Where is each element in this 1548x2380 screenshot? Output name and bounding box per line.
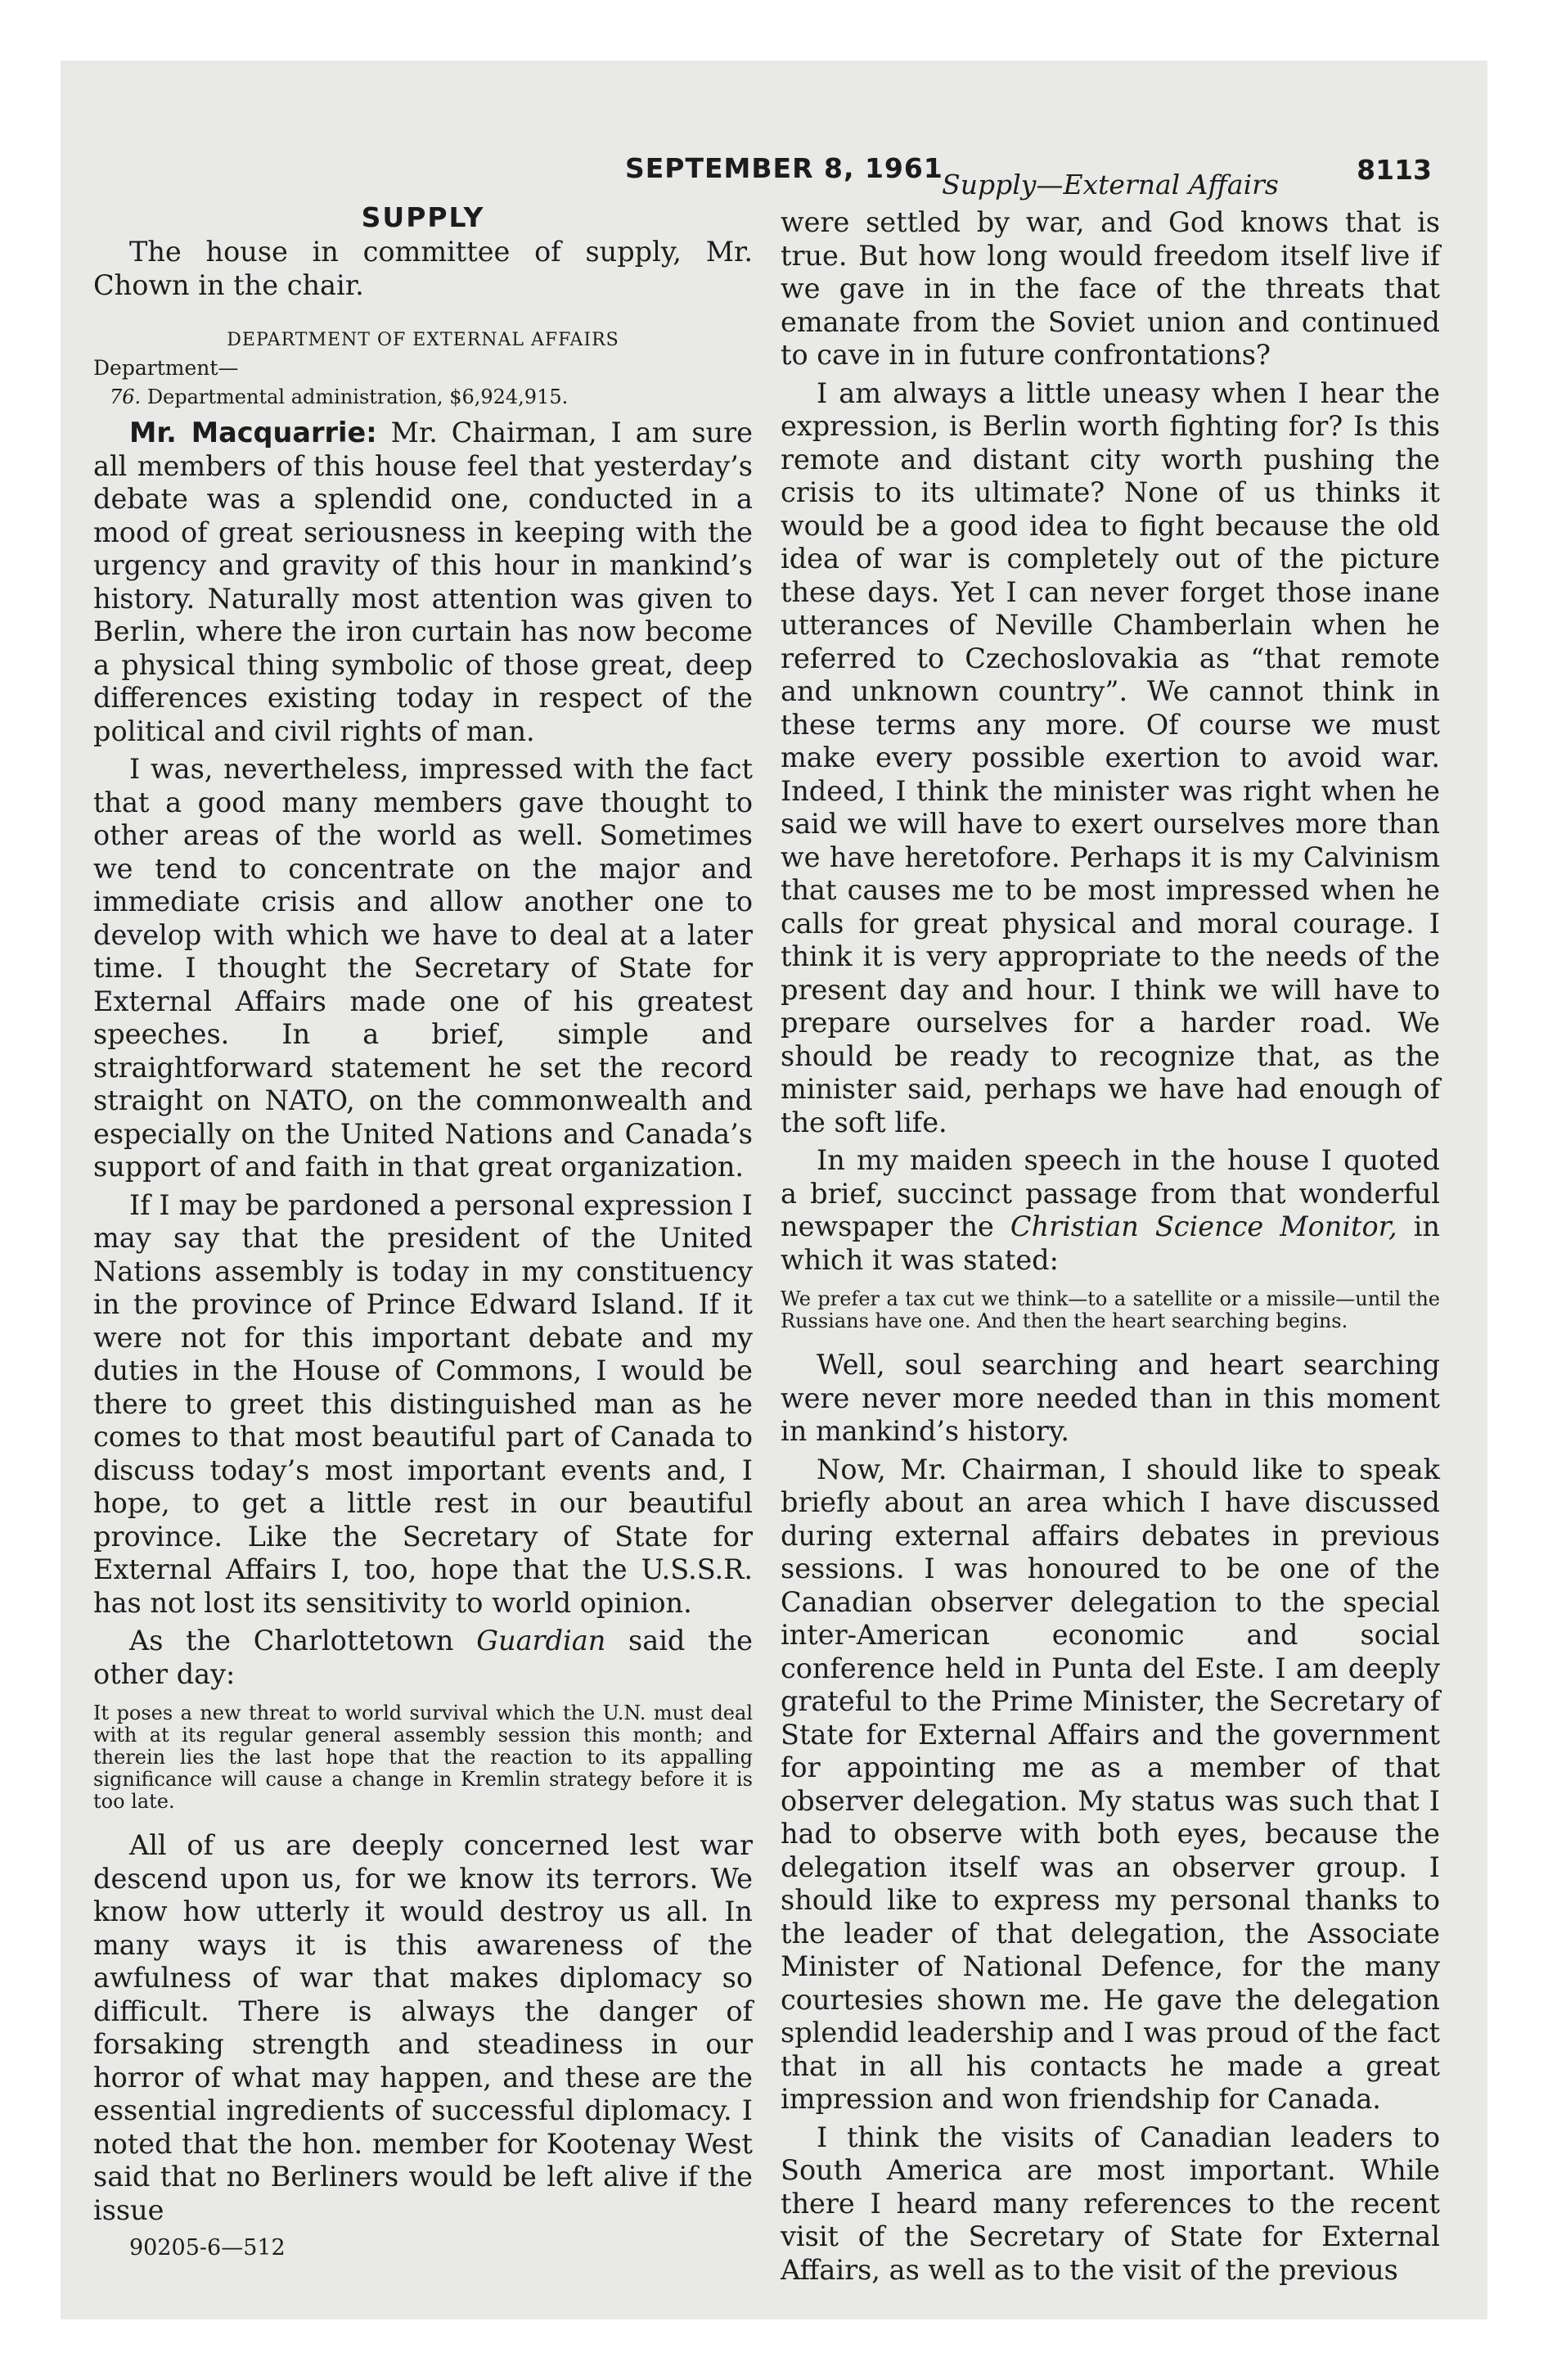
vote-item-number: 76.: [110, 385, 142, 408]
block-quote: We prefer a tax cut we think—to a satellite or a missile—until the Russians have one. And then the heart searching begins.: [781, 1287, 1440, 1332]
speech-paragraph: Mr. Macquarrie: Mr. Chairman, I am sure all members of this house feel that yesterday’s debate was a splendid one, conducted in a mood of great seriousness in keeping with the urgency and gravity of this hour in mankind’s history. Naturally most attention was given to Berlin, where the iron curtain has now become a physical thing symbolic of those great, deep differences existing today in respect of the political and civil rights of man.: [93, 417, 753, 747]
left-column: [93, 200, 753, 2265]
hansard-page: [61, 61, 1487, 2319]
committee-line: The house in committee of supply, Mr. Chown in the chair.: [93, 236, 753, 301]
newspaper-name: Christian Science Monitor,: [1010, 1210, 1397, 1242]
right-column: [781, 169, 1440, 2287]
vote-item: [93, 382, 753, 412]
speech-paragraph: I am always a little uneasy when I hear the expression, is Berlin worth fighting for? Is this remote and distant city worth pushing the crisis to its ultimate? None of us thinks it would be a good idea to fight because the old idea of war is completely out of the picture these days. Yet I can never forget those inane utterances of Neville Chamberlain when he referred to Czechoslovakia as “that remote and unknown country”. We cannot think in these terms any more. Of course we must make every possible exertion to avoid war. Indeed, I think the minister was right when he said we will have to exert ourselves more than we have heretofore. Perhaps it is my Calvinism that causes me to be most impressed when he calls for great physical and moral courage. I think it is very appropriate to the needs of the present day and hour. I think we will have to prepare ourselves for a harder road. We should be ready to recognize that, as the minister said, perhaps we have had enough of the soft life.: [781, 376, 1440, 1138]
newspaper-name: Guardian: [476, 1625, 606, 1657]
speaker-name: Mr. Macquarrie:: [129, 417, 377, 449]
speech-paragraph: In my maiden speech in the house I quoted a brief, succinct passage from that wonderful newspaper the Christian Science Monitor, in which it was stated:: [781, 1144, 1440, 1276]
department-label: Department—: [93, 356, 239, 380]
speech-paragraph: All of us are deeply concerned lest war descend upon us, for we know its terrors. We know how utterly it would destroy us all. In many ways it is this awareness of the awfulness of war that makes diplomacy so difficult. There is always the danger of forsaking strength and steadiness in our horror of what may happen, and these are the essential ingredients of successful diplomacy. I noted that the hon. member for Kootenay West said that no Berliners would be left alive if the issue: [93, 1829, 753, 2226]
running-head: Supply—External Affairs: [942, 169, 1279, 201]
speech-paragraph: Well, soul searching and heart searching were never more needed than in this moment in mankind’s history.: [781, 1349, 1440, 1447]
speech-paragraph: Now, Mr. Chairman, I should like to speak briefly about an area which I have discussed during external affairs debates in previous sessions. I was honoured to be one of the Canadian observer delegation to the special inter-American economic and social conference held in Punta del Este. I am deeply grateful to the Prime Minister, the Secretary of State for External Affairs and the government for appointing me as a member of that observer delegation. My status was such that I had to observe with both eyes, because the delegation itself was an observer group. I should like to express my personal thanks to the leader of that delegation, the Associate Minister of National Defence, for the many courtesies shown me. He gave the delegation splendid leadership and I was proud of the fact that in all his contacts he made a great impression and won friendship for Canada.: [781, 1453, 1440, 2115]
printer-code: 90205-6—512: [129, 2235, 286, 2261]
speech-paragraph: I think the visits of Canadian leaders to South America are most important. While there I heard many references to the recent visit of the Secretary of State for External Affairs, as well as to the visit of the previous: [781, 2121, 1440, 2286]
speech-paragraph: If I may be pardoned a personal expression I may say that the president of the United Nations assembly is today in my constituency in the province of Prince Edward Island. If it were not for this important debate and my duties in the House of Commons, I would be there to greet this distinguished man as he comes to that most beautiful part of Canada to discuss today’s most important events and, I hope, to get a little rest in our beautiful province. Like the Secretary of State for External Affairs I, too, hope that the U.S.S.R. has not lost its sensitivity to world opinion.: [93, 1188, 753, 1619]
page-number: 8113: [1357, 154, 1432, 186]
speech-paragraph: As the Charlottetown Guardian said the other day:: [93, 1625, 753, 1690]
header-date: SEPTEMBER 8, 1961: [625, 152, 943, 184]
speech-paragraph: I was, nevertheless, impressed with the fact that a good many members gave thought to other areas of the world as well. Sometimes we tend to concentrate on the major and immediate crisis and allow another one to develop with which we have to deal at a later time. I thought the Secretary of State for External Affairs made one of his greatest speeches. In a brief, simple and straightforward statement he set the record straight on NATO, on the commonwealth and especially on the United Nations and Canada’s support of and faith in that great organization.: [93, 753, 753, 1183]
block-quote: It poses a new threat to world survival which the U.N. must deal with at its regular general assembly session this month; and therein lies the last hope that the reaction to its appalling significance will cause a change in Kremlin strategy before it is too late.: [93, 1702, 753, 1813]
section-title: SUPPLY: [361, 201, 485, 233]
speech-paragraph: were settled by war, and God knows that is true. But how long would freedom itself live if we gave in in the face of the threats that emanate from the Soviet union and continued to cave in in future confrontations?: [781, 206, 1440, 371]
department-heading: DEPARTMENT OF EXTERNAL AFFAIRS: [227, 330, 619, 350]
vote-item-text: Departmental administration, $6,924,915.: [146, 385, 569, 408]
